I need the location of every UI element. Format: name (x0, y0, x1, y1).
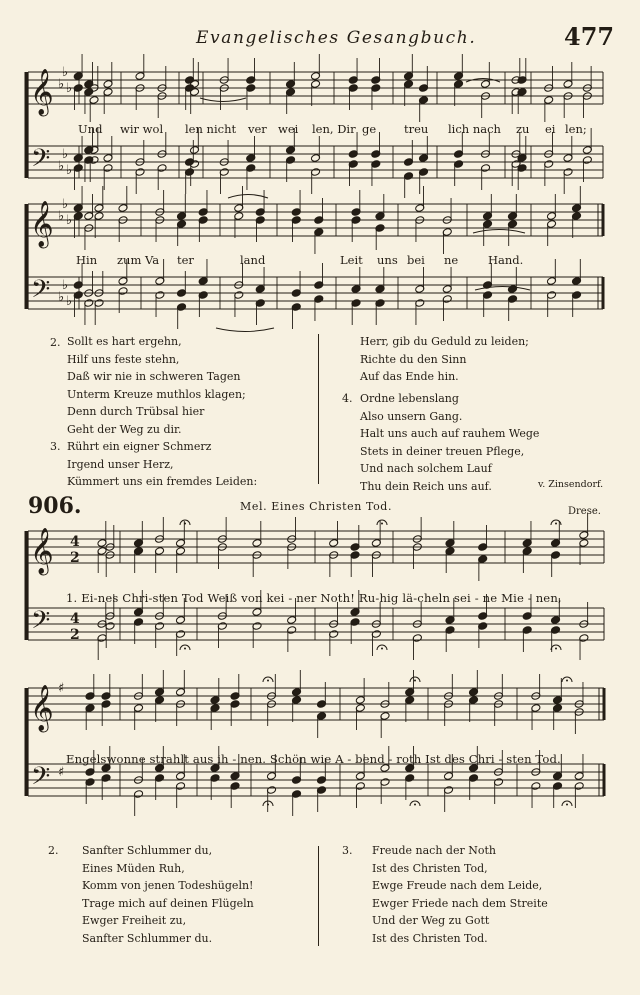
fermata-dot (184, 523, 186, 525)
fermata-dot (414, 680, 416, 682)
key-signature-sharp: ♯ (58, 765, 65, 780)
column-divider (318, 846, 319, 946)
key-signature-flat: ♭ (58, 209, 65, 224)
lyric-syllable: len, Dir (312, 122, 356, 136)
lyric-syllable: lich nach (448, 122, 501, 136)
lyric-syllable: len; (565, 122, 587, 136)
time-signature: 2 (70, 627, 80, 643)
fermata-dot (381, 648, 383, 650)
time-signature: 4 (70, 611, 80, 627)
verse-number: 2. (50, 336, 61, 349)
lyric-syllable: ne (444, 253, 459, 267)
page-number: 477 (564, 22, 615, 51)
clef: 𝄞 (30, 685, 54, 731)
verse-906-2-text: Sanfter Schlummer du, Eines Müden Ruh, Komm von jenen Todeshügeln! Trage mich auf deinen Flügeln Ewger Freiheit zu, Sanfter Schlummer du. (82, 844, 254, 945)
clef: 𝄞 (30, 201, 54, 247)
key-signature-sharp: ♯ (58, 681, 65, 696)
tie (228, 195, 268, 199)
key-signature-flat: ♭ (66, 163, 73, 178)
fermata-dot (414, 804, 416, 806)
composer-credit: Drese. (568, 506, 601, 517)
lyric-syllable: wei (278, 122, 299, 136)
column-divider (318, 334, 319, 484)
clef: 𝄞 (30, 528, 54, 574)
lyric-syllable: zu (516, 122, 530, 136)
lyric-syllable: Hand. (488, 253, 524, 267)
lyric-syllable: uns (377, 253, 398, 267)
fermata-dot (381, 523, 383, 525)
verse-number: 4. (342, 392, 353, 405)
verse-number: 3. (342, 844, 353, 857)
fermata-dot (566, 680, 568, 682)
fermata-dot (555, 648, 557, 650)
lyric-syllable: bei (407, 253, 425, 267)
verse-4-text: Ordne lebenslang Also unsern Gang. Halt uns auch auf rauhem Wege Stets in deiner treuen Pflege, Und nach solchem Lauf Thu dein Reich uns auf. (360, 392, 540, 493)
verse-number: 2. (48, 844, 59, 857)
lyric-syllable: treu (404, 122, 429, 136)
clef: 𝄢 (31, 606, 51, 641)
verse-906-3-text: Freude nach der Noth Ist des Christen Tod, Ewge Freude nach dem Leide, Ewger Friede nach dem Streite Und der Weg zu Gott Ist des Christen Tod. (372, 844, 548, 945)
key-signature-flat: ♭ (62, 278, 69, 293)
key-signature-flat: ♭ (62, 65, 69, 80)
hymn-number: 906. (28, 493, 82, 519)
lyric-syllable: Hin (76, 253, 98, 267)
lyric-syllable: Und (78, 122, 103, 136)
lyric-syllable: ver (248, 122, 267, 136)
verse-3-continued-text: Herr, gib du Geduld zu leiden; Richte du den Sinn Auf das Ende hin. (360, 335, 529, 383)
lyric-syllable: len nicht (185, 122, 237, 136)
lyrics-906-line-2: Engelswonne strahlt aus ih - nen. Schön wie A - bend - roth Ist des Chri - sten Tod. (66, 752, 561, 766)
key-signature-flat: ♭ (58, 290, 65, 305)
time-signature: 4 (70, 534, 80, 550)
lyric-syllable: ei (545, 122, 556, 136)
key-signature-flat: ♭ (66, 81, 73, 96)
melody-reference: Mel. Eines Christen Tod. (240, 500, 393, 513)
lyric-syllable: wir wol (120, 122, 164, 136)
lyrics-906-line-1: 1. Ei-nes Chri-sten Tod Weiß von kei - ner Noth! Ru-hig lä-cheln sei - ne Mie - nen, (66, 591, 562, 605)
clef: 𝄢 (31, 275, 51, 310)
lyric-syllable: ge (362, 122, 377, 136)
key-signature-flat: ♭ (62, 147, 69, 162)
time-signature: 2 (70, 550, 80, 566)
key-signature-flat: ♭ (62, 197, 69, 212)
fermata-dot (555, 523, 557, 525)
fermata-dot (267, 680, 269, 682)
verse-2-text: Sollt es hart ergehn, Hilf uns feste stehn, Daß wir nie in schweren Tagen Unterm Kreuze muthlos klagen; Denn durch Trübsal hier Geht der Weg zu dir. (67, 335, 246, 436)
verse-3-text: Rührt ein eigner Schmerz Irgend unser Herz, Kümmert uns ein fremdes Leiden: (67, 440, 258, 488)
tie (473, 230, 525, 234)
lyric-syllable: zum Va (117, 253, 160, 267)
author-credit: v. Zinsendorf. (538, 479, 604, 490)
verse-number: 3. (50, 440, 61, 453)
tie (216, 328, 274, 332)
fermata-dot (184, 648, 186, 650)
lyric-syllable: Leit (340, 253, 363, 267)
clef: 𝄢 (31, 762, 51, 797)
lyric-syllable: land (240, 253, 266, 267)
key-signature-flat: ♭ (58, 159, 65, 174)
key-signature-flat: ♭ (66, 294, 73, 309)
key-signature-flat: ♭ (58, 77, 65, 92)
running-header: Evangelisches Gesangbuch. (196, 28, 477, 48)
tie (200, 98, 246, 102)
fermata-dot (566, 804, 568, 806)
lyric-syllable: ter (177, 253, 194, 267)
clef: 𝄢 (31, 144, 51, 179)
clef: 𝄞 (30, 69, 54, 115)
fermata-dot (267, 804, 269, 806)
key-signature-flat: ♭ (66, 213, 73, 228)
